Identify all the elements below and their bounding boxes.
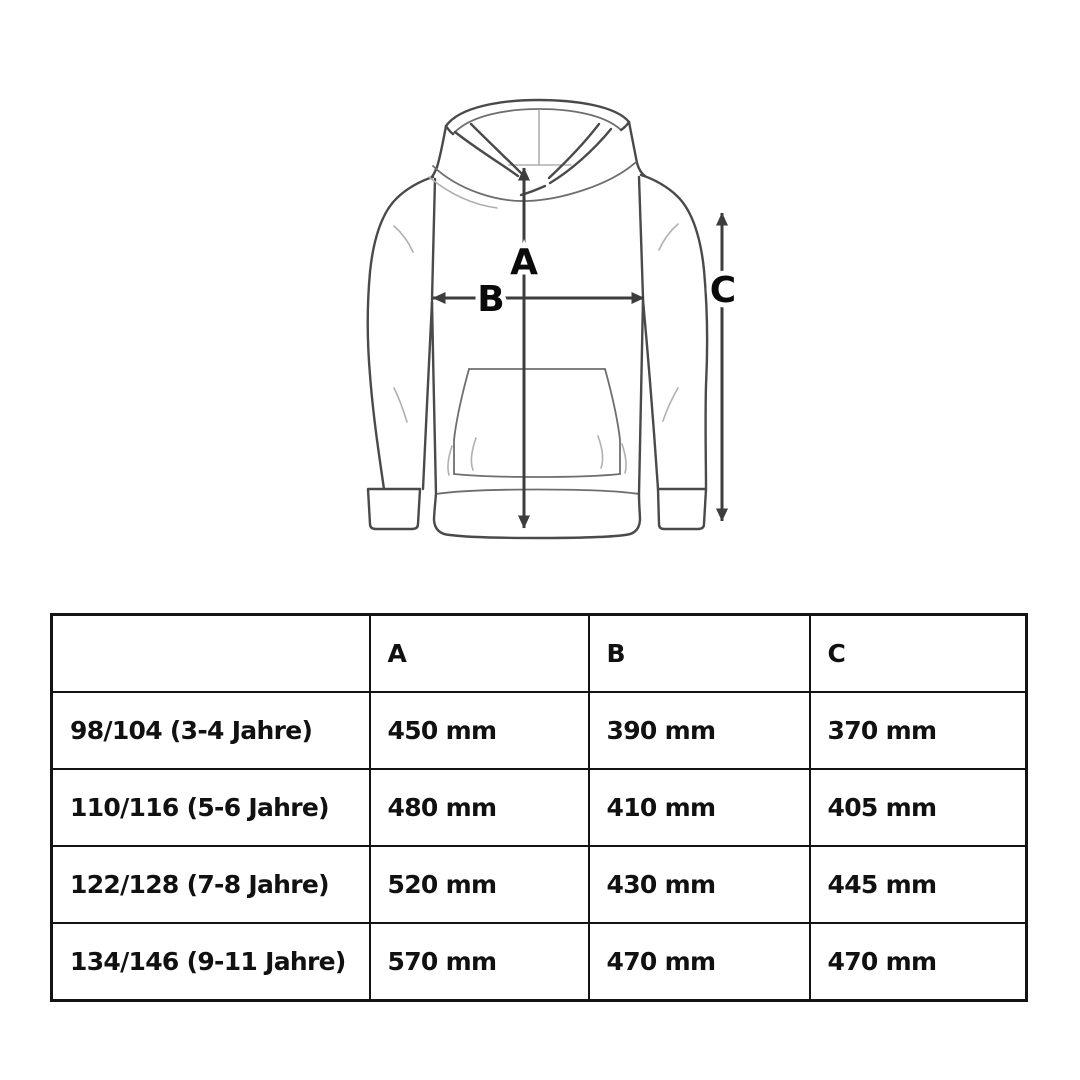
body-right-side (639, 299, 643, 494)
table-row (52, 692, 1027, 769)
left-sleeve-inner (423, 302, 432, 489)
value-c: 370 mm (810, 692, 1027, 769)
left-sleeve-seam (432, 179, 435, 300)
measurement-arrows (433, 168, 736, 528)
right-sleeve-outline (641, 175, 707, 489)
size-label: 134/146 (9-11 Jahre) (52, 923, 370, 1001)
right-sleeve-seam (639, 177, 643, 298)
hem-band (434, 494, 640, 538)
right-cuff (658, 489, 706, 529)
value-a: 480 mm (370, 769, 589, 846)
value-a: 570 mm (370, 923, 589, 1001)
pocket-bottom (454, 474, 620, 477)
value-b: 430 mm (589, 846, 810, 923)
value-c: 405 mm (810, 769, 1027, 846)
size-label: 110/116 (5-6 Jahre) (52, 769, 370, 846)
size-table (50, 613, 1028, 1002)
measure-a-label: A (510, 242, 538, 283)
value-a: 450 mm (370, 692, 589, 769)
body-left-side (432, 302, 436, 494)
hood-rim-right-tip (621, 122, 629, 130)
header-a-cell: A (370, 615, 589, 693)
header-size-cell (52, 615, 370, 693)
value-c: 445 mm (810, 846, 1027, 923)
left-sleeve-outline (368, 177, 433, 489)
left-cuff (368, 489, 420, 529)
hoodie-drawing (368, 175, 707, 538)
hood-outer-rim (446, 100, 629, 126)
size-label: 122/128 (7-8 Jahre) (52, 846, 370, 923)
measure-b-label: B (477, 279, 505, 320)
pocket-left-slit (454, 369, 469, 474)
value-a: 520 mm (370, 846, 589, 923)
right-sleeve-inner (643, 300, 658, 489)
hood-rim-left-tip (446, 126, 453, 134)
value-b: 410 mm (589, 769, 810, 846)
table-row (52, 846, 1027, 923)
value-b: 390 mm (589, 692, 810, 769)
header-b-cell: B (589, 615, 810, 693)
hem-seam (436, 490, 639, 495)
collar-echo (429, 177, 497, 208)
header-c-cell: C (810, 615, 1027, 693)
hood-drawing (429, 100, 645, 208)
hood-right-side (629, 122, 645, 176)
value-c: 470 mm (810, 923, 1027, 1001)
table-row (52, 923, 1027, 1001)
collar-curve (433, 162, 636, 201)
value-b: 470 mm (589, 923, 810, 1001)
hood-fold-right-1 (550, 129, 611, 183)
size-label: 98/104 (3-4 Jahre) (52, 692, 370, 769)
measure-c-label: C (709, 270, 737, 311)
table-row (52, 769, 1027, 846)
pocket-right-slit (605, 369, 620, 474)
table-header-row (52, 615, 1027, 693)
